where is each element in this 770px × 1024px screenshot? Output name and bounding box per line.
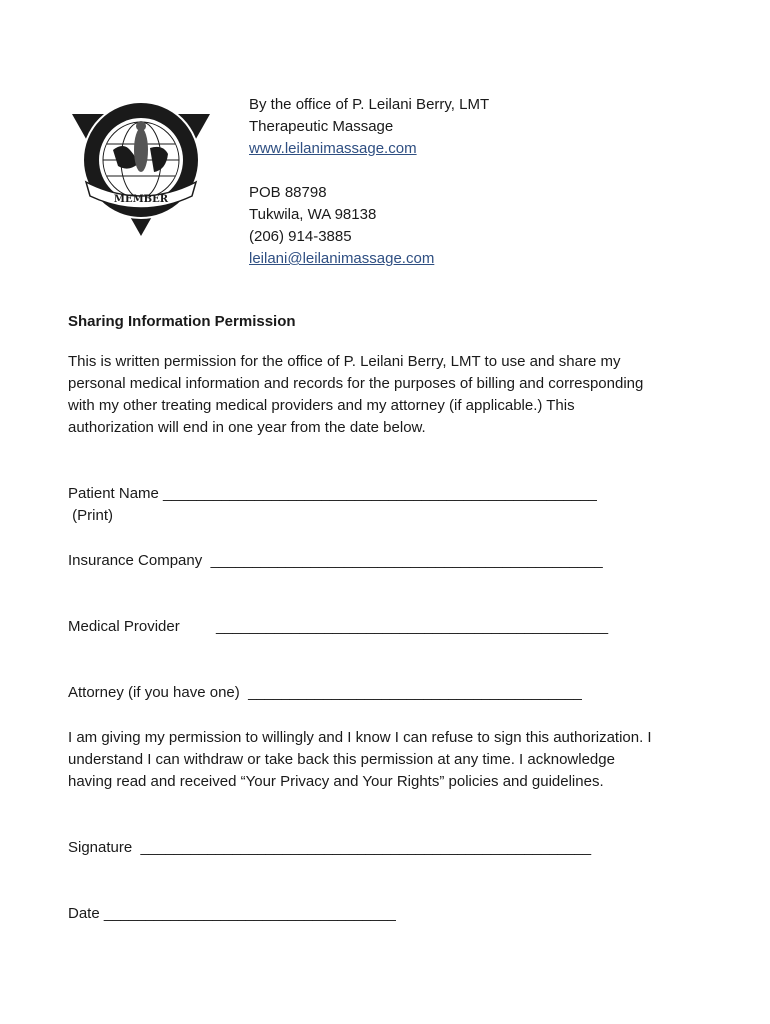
website-link[interactable]: www.leilanimassage.com bbox=[249, 140, 417, 157]
abmp-emblem-icon bbox=[68, 92, 214, 238]
intro-paragraph bbox=[68, 351, 728, 439]
intro-line: with my other treating medical providers and my attorney (if applicable.) This bbox=[68, 397, 575, 414]
medical-provider-label: Medical Provider bbox=[68, 618, 180, 635]
date-field[interactable]: Date ___________________________________ bbox=[68, 905, 396, 922]
email-link[interactable]: leilani@leilanimassage.com bbox=[249, 250, 435, 267]
intro-line: This is written permission for the office of P. Leilani Berry, LMT to use and share my bbox=[68, 353, 621, 370]
consent-line: I am giving my permission to willingly and I know I can refuse to sign this authorization. I bbox=[68, 729, 652, 746]
intro-line: personal medical information and records for the purposes of billing and corresponding bbox=[68, 375, 644, 392]
insurance-company-field[interactable]: Insurance Company _______________________________________________ bbox=[68, 552, 603, 569]
medical-provider-field[interactable]: _______________________________________________ bbox=[216, 618, 609, 635]
consent-line: understand I can withdraw or take back this permission at any time. I acknowledge bbox=[68, 751, 615, 768]
city-state-zip: Tukwila, WA 98138 bbox=[249, 206, 377, 223]
logo-member-text: MEMBER bbox=[113, 194, 169, 205]
consent-paragraph bbox=[68, 727, 728, 793]
office-name: By the office of P. Leilani Berry, LMT bbox=[249, 96, 490, 113]
service-name: Therapeutic Massage bbox=[249, 118, 394, 135]
section-title: Sharing Information Permission bbox=[68, 313, 296, 330]
phone-number: (206) 914-3885 bbox=[249, 228, 352, 245]
print-note: (Print) bbox=[68, 507, 113, 524]
po-box: POB 88798 bbox=[249, 184, 327, 201]
patient-name-field[interactable]: Patient Name ____________________________________________________ bbox=[68, 485, 597, 502]
abmp-member-logo bbox=[68, 92, 214, 238]
attorney-field[interactable]: Attorney (if you have one) ________________________________________ bbox=[68, 684, 582, 701]
intro-line: authorization will end in one year from the date below. bbox=[68, 419, 426, 436]
consent-line: having read and received “Your Privacy and Your Rights” policies and guidelines. bbox=[68, 773, 604, 790]
signature-field[interactable]: Signature ______________________________________________________ bbox=[68, 839, 592, 856]
